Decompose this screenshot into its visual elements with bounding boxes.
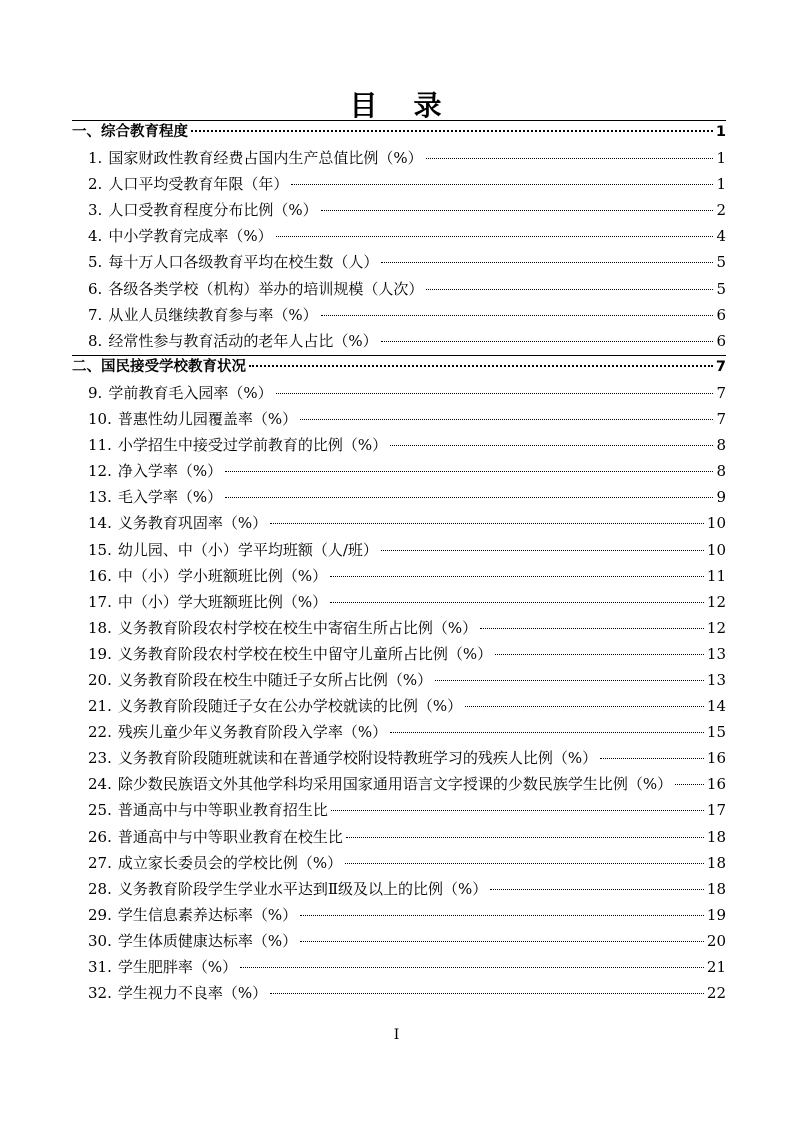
toc-entry-label: 中小学教育完成率（%） <box>108 227 273 246</box>
dot-leader <box>390 445 713 446</box>
toc-entry-number: 31. <box>88 958 112 976</box>
dot-leader <box>346 837 704 838</box>
toc-page-number: 17 <box>706 801 726 820</box>
toc-page-number: 1 <box>716 149 726 168</box>
toc-page-number: 7 <box>716 383 726 402</box>
toc-entry-label: 普通高中与中等职业教育招生比 <box>117 801 328 820</box>
toc-entry-number: 3. <box>88 201 103 220</box>
toc-entry-row[interactable] <box>72 797 726 823</box>
toc-entry-label: 毛入学率（%） <box>117 488 223 507</box>
dot-leader <box>249 365 713 367</box>
toc-entry-row[interactable] <box>72 510 726 536</box>
toc-entry-row[interactable] <box>72 380 726 406</box>
toc-section-label: 二、国民接受学校教育状况 <box>72 358 246 375</box>
title-char-2: 录 <box>413 89 444 122</box>
toc-page-number: 12 <box>706 592 726 611</box>
toc-entry-label: 国家财政性教育经费占国内生产总值比例（%） <box>108 149 423 168</box>
toc-page-number: 1 <box>715 124 726 140</box>
toc-entry-label: 义务教育阶段在校生中随迁子女所占比例（%） <box>117 670 433 689</box>
toc-entry-number: 20. <box>88 670 112 689</box>
toc-entry-number: 4. <box>88 227 103 246</box>
toc-entry-number: 1. <box>88 149 103 168</box>
toc-entry-label: 义务教育阶段农村学校在校生中寄宿生所占比例（%） <box>117 618 478 637</box>
toc-page-number: 16 <box>706 775 726 794</box>
toc-entry-number: 30. <box>88 931 112 950</box>
toc-entry-row[interactable] <box>72 980 726 1006</box>
toc-entry-row[interactable] <box>72 563 726 589</box>
toc-page-number: 18 <box>706 853 726 872</box>
dot-leader <box>300 915 704 916</box>
toc-entry-label: 义务教育阶段随迁子女在公办学校就读的比例（%） <box>117 697 463 716</box>
toc-entry-number: 7. <box>88 305 103 324</box>
toc-entry-row[interactable] <box>72 276 726 302</box>
toc-entry-row[interactable] <box>72 667 726 693</box>
toc-entry-row[interactable] <box>72 171 726 197</box>
section-divider <box>72 120 726 121</box>
toc-entry-number: 25. <box>88 801 112 820</box>
toc-entry-label: 学前教育毛入园率（%） <box>108 383 273 402</box>
dot-leader <box>291 184 713 185</box>
dot-leader <box>321 210 713 211</box>
section-divider <box>72 355 726 356</box>
dot-leader <box>270 993 704 994</box>
toc-page-number: 9 <box>716 488 726 507</box>
toc-page-number: 10 <box>706 540 726 559</box>
toc-entry-row[interactable] <box>72 197 726 223</box>
toc-entry-row[interactable] <box>72 145 726 171</box>
dot-leader <box>426 158 713 159</box>
toc-entry-label: 义务教育阶段农村学校在校生中留守儿童所占比例（%） <box>117 644 493 663</box>
toc-entry-number: 11. <box>88 436 112 455</box>
toc-entry-label: 学生信息素养达标率（%） <box>117 905 298 924</box>
dot-leader <box>495 654 704 655</box>
dot-leader <box>381 341 713 342</box>
toc-page-number: 19 <box>706 905 726 924</box>
toc-entry-label: 残疾儿童少年义务教育阶段入学率（%） <box>117 723 388 742</box>
dot-leader <box>480 628 704 629</box>
toc-page-number: 7 <box>715 358 726 375</box>
toc-entry-number: 24. <box>88 775 112 794</box>
toc-entry-number: 29. <box>88 905 112 924</box>
toc-page-number: 8 <box>716 436 726 455</box>
dot-leader <box>225 471 713 472</box>
toc-entry-label: 人口受教育程度分布比例（%） <box>108 201 318 220</box>
toc-entry-label: 义务教育阶段随班就读和在普通学校附设特教班学习的残疾人比例（%） <box>117 749 598 768</box>
dot-leader <box>381 262 713 263</box>
toc-entry-label: 中（小）学小班额班比例（%） <box>117 566 328 585</box>
toc-entry-number: 26. <box>88 827 112 846</box>
toc-entry-row[interactable] <box>72 928 726 954</box>
toc-entry-number: 8. <box>88 331 103 350</box>
toc-entry-row[interactable] <box>72 537 726 563</box>
toc-entry-row[interactable] <box>72 484 726 510</box>
toc-entry-row[interactable] <box>72 902 726 928</box>
toc-entry-number: 17. <box>88 592 112 611</box>
toc-entry-number: 28. <box>88 879 112 898</box>
toc-entry-row[interactable] <box>72 249 726 275</box>
dot-leader <box>331 810 704 811</box>
toc-entry-row[interactable] <box>72 850 726 876</box>
toc-entry-row[interactable] <box>72 771 726 797</box>
toc-entry-label: 人口平均受教育年限（年） <box>108 175 289 194</box>
toc-page-number: 1 <box>716 175 726 194</box>
toc-entry-row[interactable] <box>72 223 726 249</box>
dot-leader <box>435 680 704 681</box>
toc-entry-label: 小学招生中接受过学前教育的比例（%） <box>117 436 388 455</box>
dot-leader <box>225 497 713 498</box>
toc-page-number: 18 <box>706 879 726 898</box>
toc-entry-number: 32. <box>88 984 112 1003</box>
toc-entry-row[interactable] <box>72 589 726 615</box>
toc-entry-label: 经常性参与教育活动的老年人占比（%） <box>108 331 378 350</box>
toc-entry-number: 27. <box>88 853 112 872</box>
toc-page-number: 13 <box>706 644 726 663</box>
toc-entry-label: 除少数民族语文外其他学科均采用国家通用语言文字授课的少数民族学生比例（%） <box>117 775 673 794</box>
toc-entry-label: 普通高中与中等职业教育在校生比 <box>117 827 343 846</box>
toc-entry-row[interactable] <box>72 615 726 641</box>
toc-page-number: 22 <box>706 984 726 1003</box>
toc-entry-row[interactable] <box>72 458 726 484</box>
toc-entry-label: 成立家长委员会的学校比例（%） <box>117 853 343 872</box>
dot-leader <box>426 289 713 290</box>
toc-entry-row[interactable] <box>72 328 726 354</box>
toc-entry-number: 9. <box>88 383 103 402</box>
toc-page-number: 13 <box>706 670 726 689</box>
toc-entry-row[interactable] <box>72 641 726 667</box>
toc-entry-label: 义务教育巩固率（%） <box>117 514 268 533</box>
toc-entry-label: 学生体质健康达标率（%） <box>117 931 298 950</box>
toc-section-row[interactable] <box>72 354 726 380</box>
toc-entry-number: 6. <box>88 279 103 298</box>
toc-entry-number: 16. <box>88 566 112 585</box>
title-char-1: 目 <box>349 89 380 122</box>
toc-entry-label: 普惠性幼儿园覆盖率（%） <box>117 410 298 429</box>
dot-leader <box>321 315 713 316</box>
toc-entry-row[interactable] <box>72 719 726 745</box>
dot-leader <box>490 889 704 890</box>
toc-entry-row[interactable] <box>72 432 726 458</box>
toc-page-number: 5 <box>716 279 726 298</box>
page-title <box>0 84 793 124</box>
dot-leader <box>381 550 704 551</box>
toc-entry-label: 净入学率（%） <box>117 462 223 481</box>
toc-page-number: 15 <box>706 723 726 742</box>
toc-entry-label: 幼儿园、中（小）学平均班额（人/班） <box>117 540 378 559</box>
toc-entry-number: 21. <box>88 697 112 716</box>
toc-page-number: 2 <box>716 201 726 220</box>
toc-entry-number: 5. <box>88 253 103 272</box>
toc-section-row[interactable] <box>72 119 726 145</box>
toc-entry-row[interactable] <box>72 876 726 902</box>
toc-entry-number: 10. <box>88 410 112 429</box>
toc-entry-label: 每十万人口各级教育平均在校生数（人） <box>108 253 379 272</box>
toc-entry-number: 14. <box>88 514 112 533</box>
dot-leader <box>270 523 704 524</box>
toc-entry-number: 15. <box>88 540 112 559</box>
toc-page-number: 18 <box>706 827 726 846</box>
dot-leader <box>300 941 704 942</box>
toc-page-number: 6 <box>716 331 726 350</box>
dot-leader <box>330 602 704 603</box>
toc-entry-number: 19. <box>88 644 112 663</box>
footer-page-number: I <box>393 1027 400 1043</box>
toc-page-number: 21 <box>706 958 726 976</box>
toc-section-label: 一、综合教育程度 <box>72 124 188 140</box>
dot-leader <box>600 758 704 759</box>
toc-entry-row[interactable] <box>72 406 726 432</box>
dot-leader <box>675 784 704 785</box>
dot-leader <box>240 967 704 968</box>
toc-page-number: 14 <box>706 697 726 716</box>
dot-leader <box>191 130 713 132</box>
toc-page-number: 16 <box>706 749 726 768</box>
toc-entry-number: 2. <box>88 175 103 194</box>
toc-page-number: 7 <box>716 410 726 429</box>
toc-entry-label: 学生肥胖率（%） <box>117 958 238 976</box>
dot-leader <box>300 419 713 420</box>
toc-page-number: 5 <box>716 253 726 272</box>
dot-leader <box>276 393 713 394</box>
table-of-contents <box>72 119 726 1006</box>
toc-entry-row[interactable] <box>72 954 726 980</box>
toc-entry-number: 12. <box>88 462 112 481</box>
toc-page-number: 12 <box>706 618 726 637</box>
toc-entry-number: 13. <box>88 488 112 507</box>
toc-page-number: 11 <box>706 566 726 585</box>
toc-entry-label: 从业人员继续教育参与率（%） <box>108 305 318 324</box>
toc-entry-number: 18. <box>88 618 112 637</box>
toc-entry-label: 义务教育阶段学生学业水平达到Ⅱ级及以上的比例（%） <box>117 879 488 898</box>
toc-entry-label: 各级各类学校（机构）举办的培训规模（人次） <box>108 279 424 298</box>
toc-entry-row[interactable] <box>72 824 726 850</box>
toc-entry-number: 23. <box>88 749 112 768</box>
toc-entry-label: 中（小）学大班额班比例（%） <box>117 592 328 611</box>
toc-entry-row[interactable] <box>72 693 726 719</box>
toc-page-number: 6 <box>716 305 726 324</box>
toc-page-number: 4 <box>716 227 726 246</box>
toc-entry-label: 学生视力不良率（%） <box>117 984 268 1003</box>
toc-entry-number: 22. <box>88 723 112 742</box>
dot-leader <box>276 236 713 237</box>
dot-leader <box>465 706 704 707</box>
dot-leader <box>345 863 704 864</box>
toc-entry-row[interactable] <box>72 302 726 328</box>
dot-leader <box>390 732 704 733</box>
toc-page-number: 10 <box>706 514 726 533</box>
toc-entry-row[interactable] <box>72 745 726 771</box>
toc-page-number: 20 <box>706 931 726 950</box>
toc-page-number: 8 <box>716 462 726 481</box>
dot-leader <box>330 576 704 577</box>
